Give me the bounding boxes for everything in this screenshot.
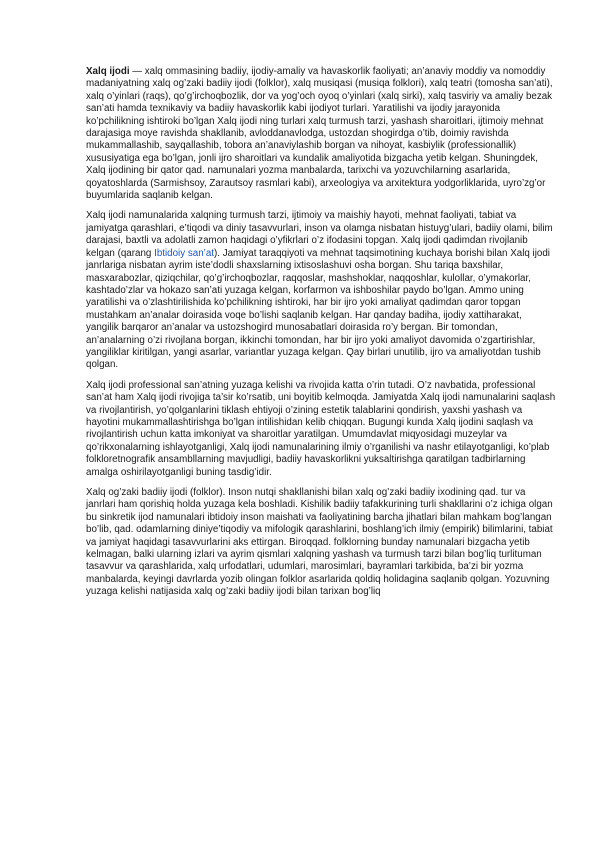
headword: Xalq ijodi [86, 66, 130, 77]
paragraph-history [86, 210, 557, 371]
paragraph-definition [86, 66, 557, 202]
paragraph-text-before-link: Xalq ijodi namunalarida xalqning turmush tarzi, ijtimoiy va maishiy hayoti, mehnat faoliyati, tabiat va jamiyatga qarashlari, e’tiqodi va diniy tasavvurlari, inson va olamga nisbatan histuyg’ulari, badiiy olami, bilim darajasi, baxtli va adolatli zamon haqidagi o’yfikrlari o’z ifodasini topgan. Xalq ijodi qadimdan rivojlanib kelgan (qarang [86, 210, 553, 259]
paragraph-text: — xalq ommasining badiiy, ijodiy-amaliy va havaskorlik faoliyati; an’anaviy moddiy va nomoddiy madaniyatning xalq og’zaki badiiy ijodi (folklor), xalq musiqasi (musiqa folklori), xalq teatri (tomosha san’ati), xalq o’yinlari (raqs), qo’g’irchoqbozlik, dor va yog’och oyoq o’yinlari (xalq sirki), xalq tasviriy va amaliy bezak san’ati hamda texnikaviy va badiiy havaskorlik kabi ijodiyot turlari. Yaratilishi va ijodiy jarayonida ko’pchilikning ishtiroki bo’lgan Xalq ijodi ning turlari xalq turmush tarzi, yashash sharoitlari, ijtimoiy mehnat darajasiga moye ravishda shakllanib, avloddanavlodga, ustozdan shogirdga o’tib, doimiy ravishda mukammallashib, sayqallashib, tobora an’anaviylashib borgan va nihoyat, kasbiylik (professionallik) xususiyatiga ega bo’lgan, jonli ijro sharoitlari va kundalik amaliyotida bizgacha yetib kelgan. Shuningdek, Xalq ijodining bir qator qad. namunalari yozma manbalarda, tarixchi va yozuvchilarning asarlarida, qoyatoshlarda (Sarmishsoy, Zarautsoy rasmlari kabi), arxeologiya va arxitektura yodgorliklarida, uyro’zg’or buyumlarida saqlanib kelgan. [86, 66, 553, 202]
document-page [86, 66, 557, 607]
paragraph-professional-art [86, 380, 557, 479]
ibtidoiy-sanat-link[interactable]: Ibtidoiy san’at [154, 247, 214, 259]
paragraph-folklore [86, 487, 557, 599]
paragraph-text: Xalq og’zaki badiiy ijodi (folklor). Inson nutqi shakllanishi bilan xalq og’zaki badiiy ixodining qad. tur va janrlari ham qorishiq holda yuzaga kela boshladi. Kishilik badiiy tafakkurining turli shakllarini o’z ichiga olgan bu sinkretik ijod namunalari ibtidoiy inson maishati va faoliyatining barcha jihatlari bilan mahkam bog’langan bo’lib, qad. odamlarning diniye’tiqodiy va mifologik qarashlarini, boshlang’ich ilmiy (empirik) bilimlarini, tabiat va jamiyat haqidagi tasavvurlarini aks ettirgan. Biroqqad. folklorning bunday namunalari bizgacha yetib kelmagan, balki ularning izlari va ayrim qismlari xalqning yashash va turmush tarzi bilan bog’liq turlituman tasavvur va qarashlarida, xalq urfodatlari, udumlari, marosimlari, bayramlari tarkibida, ba’zi bir yozma manbalarda, keyingi davrlarda yozib olingan folklor asarlarida qoldiq holidagina saqlanib qolgan. Yozuvning yuzaga kelishi natijasida xalq og’zaki badiiy ijodi bilan tarixan bog’liq [86, 487, 553, 598]
paragraph-text-after-link: ). Jamiyat taraqqiyoti va mehnat taqsimotining kuchaya borishi bilan Xalq ijodi janrlariga nisbatan ayrim iste’dodli shaxslarning ixtisoslashuvi osha borgan. Shu tariqa baxshilar, masxarabozlar, qiziqchilar, qo’g’irchoqbozlar, raqqoslar, mashshoklar, naqqoshlar, kulollar, o’ymakorlar, kashtado’zlar va hokazo san’ati yuzaga kelgan, korfarmon va ishboshilar paydo bo’lgan. Ammo uning yaratilishi va o’zlashtirilishida ko’pchilikning ishtiroki, har bir ijro yoki amaliyat qadimdan qaror topgan mustahkam an’analar doirasida voqe bo’lishi saqlanib kelgan. Har qanday badiha, ijodiy xattiharakat, yangilik barqaror an’analar va ustozshogird munosabatlari doirasida ro’y bergan. Bir tomondan, an’analarning o’zi rivojlana borgan, ikkinchi tomondan, har bir ijro yoki amaliyot davomida o’zgartirishlar, yangiliklar kiritilgan, yangi asarlar, variantlar yuzaga kelgan. Qay birlari unutilib, ijro va amaliyotdan tushib qolgan. [86, 247, 550, 371]
paragraph-text: Xalq ijodi professional san’atning yuzaga kelishi va rivojida katta o’rin tutadi. O’z navbatida, professional san’at ham Xalq ijodi rivojiga ta’sir ko’rsatib, uni boyitib kelmoqda. Jamiyatda Xalq ijodi namunalarini saqlash va rivojlantirish, yo’qolganlarini tiklash ehtiyoji o’zining estetik talablarini qondirish, yaxshi yashash va hayotini mukammallashtirishga bo’lgan intilishidan kelib chiqqan. Bugungi kunda Xalq ijodini saqlash va rivojlantirish uchun katta imkoniyat va sharoitlar yaratilgan. Umumdavlat miqyosidagi muzeylar va qo’rikxonalarning ishlayotganligi, Xalq ijodi namunalarining ilmiy o’rganilishi va nashr etilayotganligi, ko’plab folkloretnografik ansambllarning mavjudligi, badiiy havaskorlikni yuksaltirishga qaratilgan tadbirlarning amalga oshirilayotganligi buning tasdig’idir. [86, 379, 556, 478]
